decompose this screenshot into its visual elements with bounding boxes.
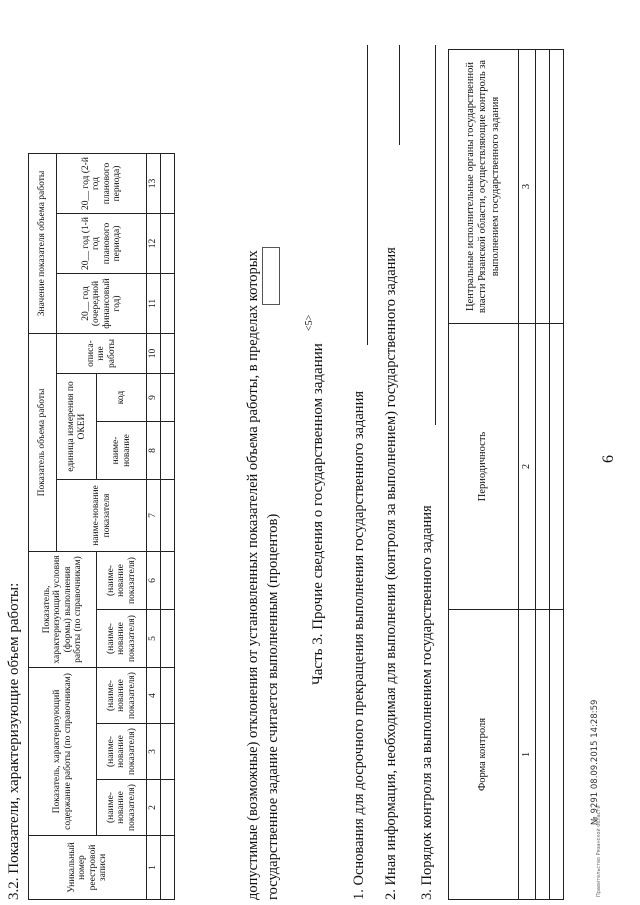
column-number: 4 xyxy=(147,668,161,724)
data-cell xyxy=(161,724,175,780)
header-year-1: 20__ год (очередной финансовый год) xyxy=(57,274,147,334)
header-unit-name: наиме-нование xyxy=(97,422,147,480)
header-sub-name: (наиме-нование показателя) xyxy=(97,780,147,836)
column-number: 1 xyxy=(519,610,536,900)
data-cell xyxy=(161,836,175,900)
data-cell xyxy=(161,668,175,724)
data-cell xyxy=(536,324,550,610)
header-condition-indicator: Показатель, характеризующий условия (формы) выполнения работы (по справочникам) xyxy=(29,552,97,668)
column-number: 2 xyxy=(519,324,536,610)
column-number: 6 xyxy=(147,552,161,610)
column-number: 9 xyxy=(147,374,161,422)
data-cell xyxy=(161,214,175,274)
data-cell xyxy=(550,50,564,324)
column-number: 10 xyxy=(147,334,161,374)
part-3-footnote: <5> xyxy=(304,314,315,331)
data-cell xyxy=(161,780,175,836)
data-cell xyxy=(161,610,175,668)
footer-registration: № 9291 08.09.2015 14:28:59 xyxy=(590,699,600,825)
deviation-text-line1: допустимые (возможные) отклонения от установленных показателей объема работы, в пределах которых xyxy=(245,250,261,900)
control-table xyxy=(448,49,564,900)
item-1-early-termination: 1. Основания для досрочного прекращения выполнения государственного задания xyxy=(351,391,367,900)
data-cell xyxy=(550,610,564,900)
column-number: 8 xyxy=(147,422,161,480)
page-number: 6 xyxy=(600,455,617,463)
item-2-other-info: 2. Иная информация, необходимая для выполнения (контроля за выполнением) государственного задания xyxy=(383,247,399,900)
column-number: 11 xyxy=(147,274,161,334)
deviation-text-line2: государственное задание считается выполненным (процентов) xyxy=(265,513,281,900)
column-number: 13 xyxy=(147,154,161,214)
registration-stamp: Правительство Рязанской области xyxy=(596,805,602,897)
item-3-line xyxy=(435,45,436,425)
header-work-description: описа-ние работы xyxy=(57,334,147,374)
blank-area xyxy=(29,32,175,154)
header-periodicity: Периодичность xyxy=(449,324,519,610)
header-unique-number: Уникальный номер реестровой записи xyxy=(29,836,147,900)
percent-input-box xyxy=(262,247,280,305)
header-volume-indicator: Показатель объема работы xyxy=(29,334,57,552)
column-number: 2 xyxy=(147,780,161,836)
header-content-indicator: Показатель, характеризующий содержание работы (по справочникам) xyxy=(29,668,97,836)
column-number: 5 xyxy=(147,610,161,668)
header-sub-name: (наиме-нование показателя) xyxy=(97,610,147,668)
header-control-form: Форма контроля xyxy=(449,610,519,900)
data-cell xyxy=(161,154,175,214)
header-year-3: 20__ год (2-й год планового периода) xyxy=(57,154,147,214)
header-control-bodies: Центральные исполнительные органы государственной власти Рязанской области, осуществляющие контроль за выполнением государственного задания xyxy=(449,50,519,324)
column-number: 12 xyxy=(147,214,161,274)
data-cell xyxy=(536,610,550,900)
data-cell xyxy=(550,324,564,610)
column-number: 7 xyxy=(147,480,161,552)
header-indicator-name: наиме-нование показателя xyxy=(57,480,147,552)
header-sub-name: (наиме-нование показателя) xyxy=(97,668,147,724)
part-3-title: Часть 3. Прочие сведения о государственном задании xyxy=(310,343,326,685)
data-cell xyxy=(536,50,550,324)
item-1-line xyxy=(367,45,368,345)
item-2-line xyxy=(399,45,400,145)
data-cell xyxy=(161,274,175,334)
data-cell xyxy=(161,422,175,480)
header-year-2: 20__ год (1-й год планового периода) xyxy=(57,214,147,274)
column-number: 3 xyxy=(147,724,161,780)
header-sub-name: (наиме-нование показателя) xyxy=(97,724,147,780)
volume-table xyxy=(28,32,175,901)
header-sub-name: (наиме-нование показателя) xyxy=(97,552,147,610)
header-unit-code: код xyxy=(97,374,147,422)
data-cell xyxy=(161,552,175,610)
column-number: 1 xyxy=(147,836,161,900)
header-unit-okei: единица измерения по ОКЕИ xyxy=(57,374,97,480)
item-3-control-order: 3. Порядок контроля за выполнением государственного задания xyxy=(419,505,435,900)
header-volume-value: Значение показателя объема работы xyxy=(29,154,57,334)
section-3-2-title: 3.2. Показатели, характеризующие объем работы: xyxy=(6,582,22,900)
column-number: 3 xyxy=(519,50,536,324)
data-cell xyxy=(161,480,175,552)
data-cell xyxy=(161,374,175,422)
data-cell xyxy=(161,334,175,374)
